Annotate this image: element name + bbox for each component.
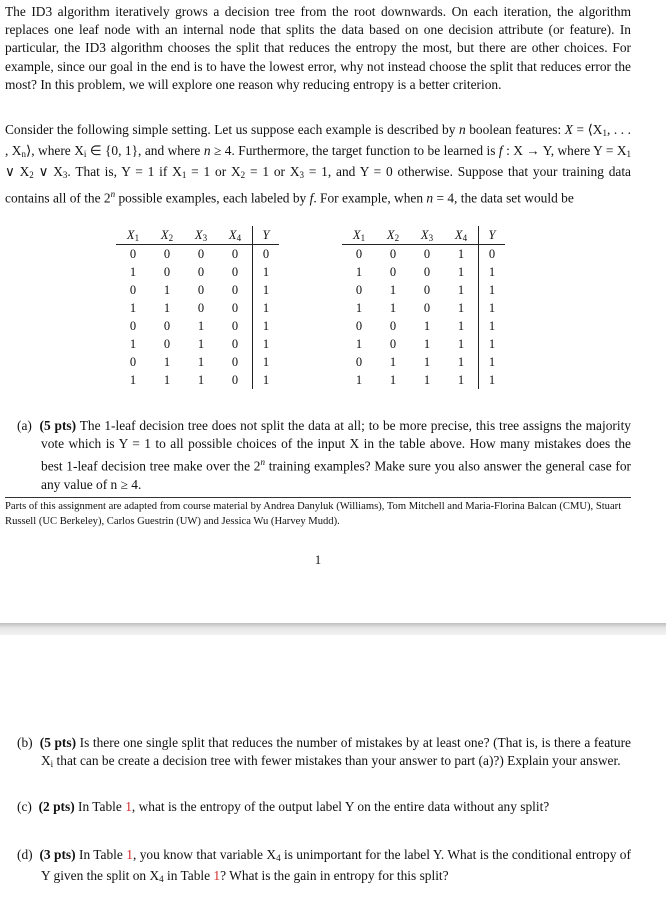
table-cell: 1 — [355, 336, 363, 351]
table-cell: 0 — [389, 264, 397, 279]
table-row — [116, 245, 279, 264]
table-cell: 1 — [423, 336, 431, 351]
points-label: (5 pts) — [39, 735, 77, 750]
header-var: X — [420, 227, 429, 242]
table-cell: 0 — [423, 246, 431, 261]
header-subscript: 4 — [462, 232, 468, 243]
setting-text: = 1 or X — [186, 164, 241, 180]
table-cell: 1 — [129, 264, 137, 279]
table-row — [116, 371, 279, 389]
header-var: Y — [262, 227, 270, 242]
setting-text: : X → Y, where Y = X — [502, 143, 627, 159]
question-c — [17, 798, 631, 816]
subscript: 2 — [29, 170, 34, 181]
table-cell: 0 — [197, 246, 205, 261]
setting-text: ∨ X — [5, 164, 30, 180]
question-label: (c) — [17, 799, 32, 814]
table-cell: 1 — [479, 335, 506, 353]
table-cell: 1 — [479, 281, 506, 299]
table-cell: 0 — [231, 336, 239, 351]
table-header-row — [116, 226, 279, 245]
table-cell: 1 — [129, 300, 137, 315]
subscript: 1 — [602, 128, 607, 138]
math-n: n — [426, 190, 434, 206]
table-cell: 1 — [253, 281, 280, 299]
table-cell: 0 — [423, 264, 431, 279]
question-text: , you know that variable X — [132, 847, 277, 862]
question-text: training examples? Make sure you also answer the general case for any value of n ≥ 4. — [41, 458, 631, 493]
superscript: n — [260, 457, 265, 468]
table-cell: 0 — [197, 264, 205, 279]
table-cell: 0 — [129, 318, 137, 333]
subscript: 4 — [159, 874, 164, 885]
table-row — [342, 263, 505, 281]
setting-text: boolean features: — [465, 122, 565, 137]
table-cell: 0 — [355, 354, 363, 369]
page-number: 1 — [314, 553, 322, 567]
points-label: (3 pts) — [39, 847, 76, 862]
table-cell: 1 — [163, 372, 171, 387]
page-break — [0, 623, 666, 635]
setting-text: ⟩, where X — [25, 143, 84, 159]
footnote: Parts of this assignment are adapted from course material by Andrea Danyluk (Williams), Tom Mitchell and Maria-Florina Balcan (CMU), Stuart Russell (UC Berkeley), Carlos Guestrin (UW) and Jessica Wu (Harvey Mudd). — [5, 501, 622, 527]
table-cell: 0 — [231, 300, 239, 315]
column-header — [342, 226, 376, 245]
column-header — [184, 226, 218, 245]
table-cell: 1 — [253, 317, 280, 335]
question-text: is unimportant for the label Y. What is the conditional entropy of Y given the split on X — [41, 847, 631, 884]
table-cell: 0 — [231, 318, 239, 333]
math-n: n — [458, 122, 466, 137]
table-cell: 1 — [457, 282, 465, 297]
table-cell: 0 — [231, 264, 239, 279]
table-cell: 0 — [231, 372, 239, 387]
math-f: f — [309, 190, 314, 206]
table-cell: 1 — [457, 264, 465, 279]
table-cell: 0 — [197, 282, 205, 297]
table-cell: 1 — [197, 318, 205, 333]
table-row — [116, 317, 279, 335]
question-text: In Table — [75, 847, 127, 862]
column-header — [218, 226, 253, 245]
header-var: X — [126, 227, 135, 242]
setting-text: Consider the following simple setting. Let us suppose each example is described by — [5, 122, 459, 137]
table-cell: 1 — [479, 371, 506, 389]
header-subscript: 1 — [360, 232, 366, 243]
question-text: , what is the entropy of the output label Y on the entire data without any split? — [131, 799, 550, 814]
table-cell: 1 — [389, 282, 397, 297]
table-cell: 1 — [457, 318, 465, 333]
table-cell: 1 — [479, 353, 506, 371]
question-text: Is there one single split that reduces the number of mistakes by at least one? (That is, is there a feature X — [41, 735, 631, 769]
subscript: i — [50, 759, 54, 770]
setting-text: = ⟨X — [572, 122, 603, 137]
superscript: n — [110, 188, 116, 199]
table-cell: 1 — [479, 317, 506, 335]
table-cell: 0 — [163, 264, 171, 279]
table-row — [342, 353, 505, 371]
column-header — [150, 226, 184, 245]
header-var: X — [352, 227, 361, 242]
table-cell: 1 — [423, 372, 431, 387]
table-cell: 1 — [457, 246, 465, 261]
table-row — [342, 335, 505, 353]
header-subscript: 4 — [236, 232, 242, 243]
header-subscript: 2 — [168, 232, 174, 243]
table-cell: 0 — [129, 282, 137, 297]
table-cell: 1 — [253, 263, 280, 281]
table-cell: 1 — [479, 299, 506, 317]
table-cell: 1 — [253, 299, 280, 317]
table-cell: 0 — [197, 300, 205, 315]
table-cell: 1 — [389, 300, 397, 315]
table-cell: 1 — [253, 371, 280, 389]
subscript: 2 — [240, 170, 246, 181]
math-X: X — [564, 122, 573, 137]
table-reference-link[interactable]: 1 — [125, 799, 132, 814]
table-cell: 1 — [355, 300, 363, 315]
header-subscript: 2 — [394, 232, 400, 243]
question-text: that can be create a decision tree with fewer mistakes than your answer to part (a)?) Explain your answer. — [53, 753, 621, 769]
intro-paragraph — [5, 3, 631, 94]
question-b — [17, 734, 631, 773]
setting-text: = 4, the data set would be — [433, 190, 574, 206]
points-label: (5 pts) — [39, 418, 77, 433]
setting-text: possible examples, each labeled by — [115, 190, 310, 206]
table-cell: 1 — [423, 354, 431, 369]
truth-table-right — [342, 226, 505, 389]
table-cell: 1 — [197, 372, 205, 387]
table-cell: 0 — [355, 246, 363, 261]
table-reference-link[interactable]: 1 — [213, 868, 221, 884]
subscript: 1 — [626, 149, 632, 160]
table-cell: 1 — [197, 354, 205, 369]
table-row — [116, 353, 279, 371]
table-cell: 0 — [163, 336, 171, 351]
table-cell: 0 — [479, 245, 506, 264]
subscript: 3 — [299, 170, 304, 181]
table-cell: 1 — [163, 282, 171, 297]
table-cell: 1 — [457, 372, 465, 387]
table-row — [342, 245, 505, 264]
math-f: f — [498, 143, 503, 159]
setting-text: ∨ X — [33, 164, 63, 180]
question-text: The 1-leaf decision tree does not split the data at all; to be more precise, this tree assigns the majority vote which is Y = 1 to all possible choices of the input X in the table above. How many mistakes does the best 1-leaf decision tree make over the 2 — [41, 418, 631, 474]
setting-text: ∈ {0, 1}, and where — [86, 143, 204, 159]
header-var: X — [160, 227, 169, 242]
table-cell: 0 — [231, 282, 239, 297]
table-row — [116, 335, 279, 353]
table-cell: 0 — [231, 354, 239, 369]
column-header — [116, 226, 150, 245]
table-cell: 1 — [253, 335, 280, 353]
setting-text: . That is, Y = 1 if X — [67, 164, 182, 180]
subscript: 1 — [181, 170, 187, 181]
setting-text: ≥ 4. Furthermore, the target function to be learned is — [210, 143, 499, 159]
setting-text: , . . . , X — [5, 122, 631, 159]
column-header — [410, 226, 444, 245]
table-cell: 1 — [129, 372, 137, 387]
header-var: Y — [488, 227, 496, 242]
table-cell: 0 — [163, 246, 171, 261]
table-cell: 0 — [163, 318, 171, 333]
table-cell: 0 — [389, 336, 397, 351]
table-row — [342, 281, 505, 299]
table-cell: 1 — [197, 336, 205, 351]
header-subscript: 3 — [428, 232, 434, 243]
math-n: n — [203, 143, 211, 159]
subscript: 4 — [276, 853, 281, 863]
column-header — [376, 226, 410, 245]
points-label: (2 pts) — [38, 799, 75, 814]
question-text: ? What is the gain in entropy for this split? — [220, 868, 449, 884]
page-2 — [0, 635, 666, 905]
subscript: i — [83, 149, 87, 160]
table-cell: 0 — [129, 354, 137, 369]
table-cell: 0 — [129, 246, 137, 261]
question-label: (a) — [17, 418, 32, 433]
footnote-rule — [5, 497, 631, 498]
table-cell: 1 — [163, 354, 171, 369]
table-cell: 1 — [129, 336, 137, 351]
column-header — [253, 226, 280, 245]
table-cell: 1 — [389, 372, 397, 387]
table-reference-link[interactable]: 1 — [126, 847, 133, 862]
table-cell: 0 — [253, 245, 280, 264]
table-cell: 1 — [355, 372, 363, 387]
table-cell: 0 — [389, 318, 397, 333]
question-d — [17, 846, 631, 888]
table-cell: 0 — [355, 318, 363, 333]
header-var: X — [454, 227, 463, 242]
table-cell: 0 — [355, 282, 363, 297]
header-var: X — [386, 227, 395, 242]
table-cell: 1 — [389, 354, 397, 369]
question-a — [17, 417, 631, 494]
table-row — [342, 299, 505, 317]
question-text: in Table — [163, 868, 214, 884]
table-cell: 1 — [457, 336, 465, 351]
question-label: (b) — [17, 735, 33, 750]
table-row — [342, 371, 505, 389]
column-header — [444, 226, 479, 245]
table-cell: 1 — [253, 353, 280, 371]
header-subscript: 1 — [134, 232, 140, 243]
table-row — [342, 317, 505, 335]
setting-paragraph — [5, 121, 631, 207]
table-row — [116, 299, 279, 317]
table-cell: 1 — [355, 264, 363, 279]
header-subscript: 3 — [202, 232, 208, 243]
table-cell: 1 — [457, 300, 465, 315]
column-header — [479, 226, 506, 245]
table-cell: 0 — [231, 246, 239, 261]
table-cell: 0 — [423, 300, 431, 315]
table-cell: 1 — [479, 263, 506, 281]
table-cell: 0 — [389, 246, 397, 261]
table-cell: 1 — [423, 318, 431, 333]
subscript: 3 — [62, 170, 68, 181]
header-var: X — [194, 227, 203, 242]
table-cell: 1 — [163, 300, 171, 315]
setting-text: = 1, and Y = 0 otherwise. Suppose that your training data contains all of the 2 — [5, 164, 632, 206]
setting-text: = 1 or X — [245, 164, 300, 180]
intro-text: The ID3 algorithm iteratively grows a decision tree from the root downwards. On each iteration, the algorithm replaces one leaf node with an internal node that splits the data based on one decision attribute (or feature). In particular, the ID3 algorithm chooses the split that reduces the entropy the most, but there are other choices. For example, since our goal in the end is to have the lowest error, why not instead choose the split that reduces error the most? In this problem, we will explore one reason why reducing entropy is a better criterion. — [5, 4, 631, 92]
table-cell: 0 — [423, 282, 431, 297]
subscript: n — [21, 149, 26, 160]
table-row — [116, 263, 279, 281]
truth-table-left — [116, 226, 279, 389]
table-cell: 1 — [457, 354, 465, 369]
question-label: (d) — [17, 847, 33, 862]
table-header-row — [342, 226, 505, 245]
setting-text: . For example, when — [313, 190, 427, 206]
question-text: In Table — [74, 799, 126, 814]
table-row — [116, 281, 279, 299]
header-var: X — [228, 227, 237, 242]
